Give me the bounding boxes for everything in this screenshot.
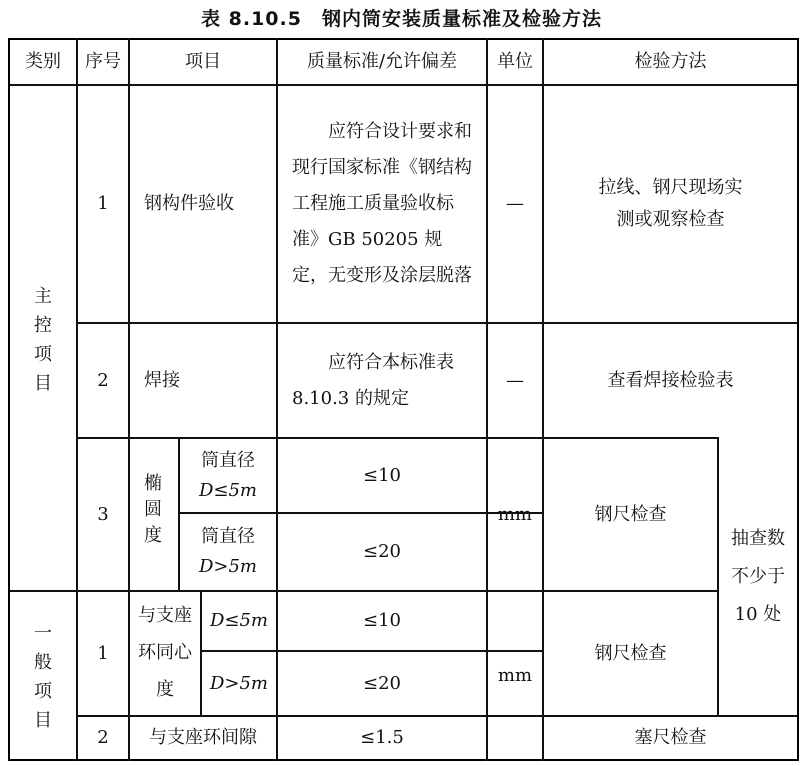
general-row2-seq: 2	[97, 727, 109, 748]
general-row1-sub2-standard: ≤20	[363, 672, 401, 694]
main-row1-standard: 应符合设计要求和现行国家标准《钢结构工程施工质量验收标准》GB 50205 规定，无变形及涂层脱落	[292, 121, 472, 286]
general-row2-item: 与支座环间隙	[149, 727, 257, 748]
main-row3-sub1-cond: 筒直径 D≤5m	[198, 449, 258, 501]
general-row2-standard: ≤1.5	[360, 727, 404, 748]
main-row1-item: 钢构件验收	[144, 193, 234, 214]
main-row1-unit: —	[506, 193, 524, 214]
header-standard: 质量标准/允许偏差	[306, 51, 458, 72]
general-row1-method: 钢尺检查	[594, 642, 667, 664]
general-row1-sub2-cond: D>5m	[209, 672, 269, 694]
main-row3-sub1-standard: ≤10	[363, 464, 401, 486]
header-seq: 序号	[85, 51, 121, 72]
main-row3-sub2-cond: 筒直径 D>5m	[198, 526, 258, 577]
main-row3-item: 椭圆度	[144, 473, 162, 546]
general-row1-seq: 1	[97, 642, 109, 664]
general-row1-item: 与支座环同心度	[138, 604, 192, 700]
main-row3-seq: 3	[97, 503, 109, 525]
main-row3-sub2-standard: ≤20	[363, 541, 401, 562]
main-row3-unit: mm	[497, 503, 533, 525]
general-row2-method: 塞尺检查	[634, 727, 707, 748]
category-main-control: 主控项目	[34, 286, 52, 394]
general-row1-sub1-cond: D≤5m	[209, 610, 269, 631]
main-row1-method: 拉线、钢尺现场实测或观察检查	[598, 177, 743, 230]
header-category: 类别	[25, 51, 61, 72]
main-row2-unit: —	[506, 369, 524, 391]
general-row1-sub1-standard: ≤10	[363, 610, 401, 631]
main-row2-seq: 2	[97, 369, 109, 391]
header-unit: 单位	[497, 51, 533, 72]
header-method: 检验方法	[634, 51, 707, 72]
main-row2-standard: 应符合本标准表8.10.3 的规定	[292, 351, 454, 409]
general-unit: mm	[497, 664, 533, 686]
main-row2-method: 查看焊接检验表	[607, 369, 734, 391]
header-item: 项目	[185, 51, 221, 72]
table-title: 表 8.10.5 钢内筒安装质量标准及检验方法	[201, 8, 602, 30]
category-general: 一般项目	[34, 623, 52, 731]
main-row2-item: 焊接	[144, 369, 180, 391]
sampling-note: 抽查数不少于10 处	[731, 528, 785, 625]
main-row3-method: 钢尺检查	[594, 503, 667, 525]
main-row1-seq: 1	[97, 193, 109, 214]
